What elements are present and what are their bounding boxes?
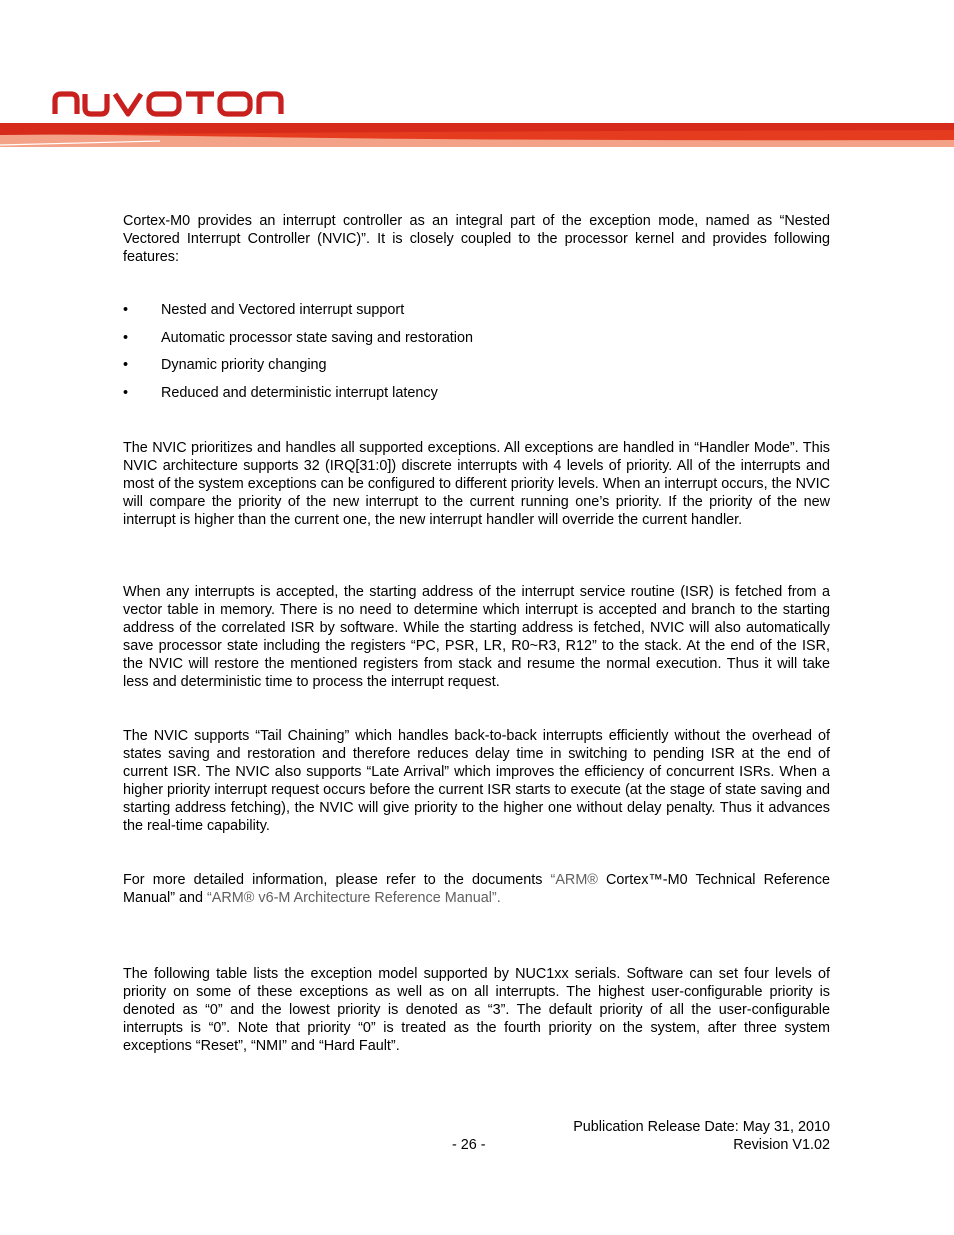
feature-list [123,301,830,411]
list-item [123,356,830,374]
intro-text: Cortex-M0 provides an interrupt controller as an integral part of the exception mode, named as “Nested Vectored Interrupt Controller (NVIC)”. It is closely coupled to the processor kernel and provides following features: [123,213,830,265]
feature-label: Reduced and deterministic interrupt latency [161,384,438,401]
list-item [123,329,830,347]
tail-chaining-paragraph [123,727,830,835]
feature-label: Nested and Vectored interrupt support [161,302,405,318]
intro-paragraph [123,212,830,266]
reference-doc1-link[interactable]: “ARM® [550,872,598,888]
reference-doc1-title: Cortex™-M0 Technical Reference Manual” and [123,872,830,906]
exception-model-text: The following table lists the exception model supported by NUC1xx serials. Software can set four levels of priority on some of these exceptions as well as on all interrupts. The highest user-configurable priority is denoted as “0” and the lowest priority is denoted as “3”. The default priority of all the user-configurable interrupts is “0”. Note that priority “0” is treated as the fourth priority on the system, after three system exceptions “Reset”, “NMI” and “Hard Fault”. [123,966,830,1054]
list-item [123,384,830,402]
bullet-icon: • [123,302,129,318]
reference-doc2-link[interactable]: “ARM® v6-M Architecture Reference Manual”. [207,890,501,906]
bullet-icon: • [123,357,129,373]
release-date: Publication Release Date: May 31, 2010 [573,1119,830,1135]
bullet-icon: • [123,384,129,401]
page-number: - 26 - [452,1137,486,1153]
nuvoton-logo [52,88,310,118]
tail-chaining-text: The NVIC supports “Tail Chaining” which handles back-to-back interrupts efficiently without the overhead of states saving and restoration and therefore reduces delay time in switching to pending ISR at the end of current ISR. The NVIC also supports “Late Arrival” which improves the efficiency of concurrent ISRs. When a higher priority interrupt request occurs before the current ISR starts to execute (at the stage of state saving and starting address fetching), the NVIC will give priority to the higher one without delay penalty. Thus it advances the real-time capability. [123,728,830,834]
reference-text [123,871,830,907]
priority-paragraph [123,439,830,529]
reference-prefix: For more detailed information, please refer to the documents [123,872,551,888]
revision: Revision V1.02 [733,1137,830,1153]
reference-paragraph [123,871,830,907]
vector-paragraph [123,583,830,691]
priority-text: The NVIC prioritizes and handles all supported exceptions. All exceptions are handled in “Handler Mode”. This NVIC architecture supports 32 (IRQ[31:0]) discrete interrupts with 4 levels of priority. All of the interrupts and most of the system exceptions can be configured to different priority levels. When an interrupt occurs, the NVIC will compare the priority of the new interrupt to the current running one’s priority. If the priority of the new interrupt is higher than the current one, the new interrupt handler will override the current handler. [123,440,830,528]
header-banner [0,121,954,147]
feature-label: Automatic processor state saving and restoration [161,329,473,346]
bullet-icon: • [123,329,129,346]
feature-label: Dynamic priority changing [161,357,327,373]
exception-model-paragraph [123,965,830,1055]
list-item [123,301,830,319]
vector-text: When any interrupts is accepted, the starting address of the interrupt service routine (ISR) is fetched from a vector table in memory. There is no need to determine which interrupt is accepted and branch to the starting address of the correlated ISR by software. While the starting address is fetched, NVIC will also automatically save processor state including the registers “PC, PSR, LR, R0~R3, R12” to the stack. At the end of the ISR, the NVIC will restore the mentioned registers from stack and resume the normal execution. Thus it will take less and deterministic time to process the interrupt request. [123,584,830,690]
